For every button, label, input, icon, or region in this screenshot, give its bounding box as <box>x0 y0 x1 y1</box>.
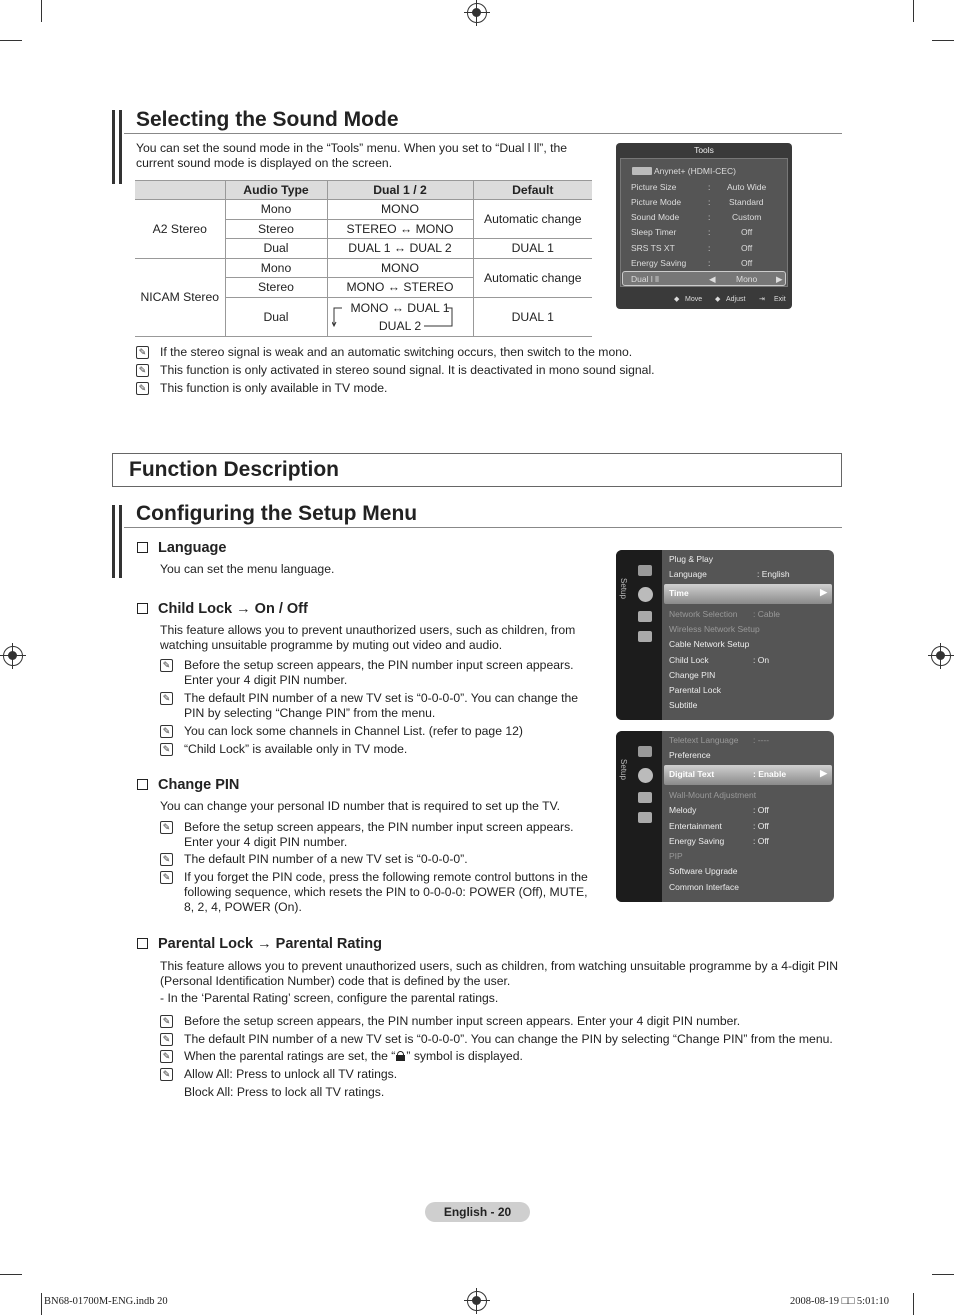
checkbox-icon <box>137 603 148 614</box>
setup-side-label: Setup <box>619 759 628 780</box>
setup-item[interactable]: Energy Saving : Off <box>669 836 769 846</box>
gear-icon <box>638 768 653 783</box>
adjust-icon: ◆ <box>715 296 721 303</box>
input-icon <box>638 631 652 642</box>
parental-dash-text: - In the ‘Parental Rating’ screen, configure the parental ratings. <box>160 991 499 1005</box>
section-bar <box>112 505 122 578</box>
table-cell: Automatic change <box>473 200 592 239</box>
note-icon: ✎ <box>160 725 173 738</box>
crop-mark <box>41 1293 42 1315</box>
note-icon: ✎ <box>160 1068 173 1081</box>
table-cell-dual <box>327 297 473 336</box>
setup-item[interactable]: PIP <box>669 851 683 861</box>
registration-mark-icon <box>3 646 23 666</box>
tools-row: Picture Size : Auto Wide <box>631 182 767 192</box>
sound-mode-table <box>135 180 592 337</box>
table-cell: Automatic change <box>473 258 592 297</box>
input-icon <box>638 812 652 823</box>
note-text: Before the setup screen appears, the PIN number input screen appears. Enter your 4 digit PIN number. <box>184 820 574 849</box>
picture-icon <box>638 746 652 757</box>
note-icon: ✎ <box>160 743 173 756</box>
sound-intro: You can set the sound mode in the “Tools” menu. When you set to “Dual l ll”, the current sound mode is displayed on the screen. <box>136 141 568 170</box>
note-text: “Child Lock” is available only in TV mode. <box>184 742 408 756</box>
note-icon: ✎ <box>160 692 173 705</box>
table-cell: Dual <box>225 239 327 259</box>
change-pin-text: You can change your personal ID number that is required to set up the TV. <box>160 799 560 813</box>
antenna-icon <box>638 792 652 803</box>
crop-mark <box>932 1274 954 1275</box>
tools-row-value: Custom <box>732 212 762 222</box>
tools-row-label: Energy Saving <box>631 258 687 268</box>
note-icon: ✎ <box>160 871 173 884</box>
note-text: ” symbol is displayed. <box>406 1049 523 1063</box>
crop-mark <box>932 40 954 41</box>
tools-menu-title: Tools <box>694 145 714 155</box>
function-title: Function Description <box>129 458 339 481</box>
note <box>136 381 836 396</box>
note <box>160 870 592 915</box>
note-text: The default PIN number of a new TV set is “0-0-0-0”. <box>184 852 468 866</box>
setup-item[interactable]: Common Interface <box>669 882 739 892</box>
setup-item[interactable]: Entertainment : Off <box>669 821 769 831</box>
setup-menu-screenshot-1 <box>616 550 834 720</box>
note <box>160 691 590 721</box>
tools-footer-exit: Exit <box>774 296 786 303</box>
sound-section-title: Selecting the Sound Mode <box>136 108 399 131</box>
tools-footer-move: Move <box>685 296 703 303</box>
right-arrow-icon: ▶ <box>820 768 827 778</box>
note-text: If you forget the PIN code, press the following remote control buttons in the following sequence, which resets the PIN to 0-0-0-0: POWER (Off), MUTE, 8, 2, 4, POWER (On). <box>184 870 588 914</box>
tools-row-label: Sleep Timer <box>631 227 677 237</box>
note <box>160 852 590 867</box>
tools-row: Sound Mode : Custom <box>631 212 762 222</box>
table-cell: Mono <box>225 258 327 278</box>
tools-row-label: Picture Size <box>631 182 677 192</box>
note <box>160 1049 844 1064</box>
setup-item[interactable]: Preference <box>669 750 711 760</box>
tools-footer-adjust: Adjust <box>726 296 746 303</box>
left-arrow-icon: ◀ <box>709 274 716 284</box>
dual-line-2: DUAL 2 <box>378 318 422 333</box>
crop-mark <box>0 40 22 41</box>
note-icon: ✎ <box>160 1033 173 1046</box>
setup-item[interactable]: Wireless Network Setup <box>669 624 760 634</box>
table-cell: Mono <box>225 200 327 220</box>
right-arrow-icon: ▶ <box>820 587 827 597</box>
note-text: This function is only available in TV mode. <box>160 381 388 395</box>
child-lock-text: This feature allows you to prevent unauthorized users, such as children, from watching unsuitable programme by muting out video and audio. <box>160 623 576 652</box>
table-cell: MONO <box>327 200 473 220</box>
print-stamp: 2008-08-19 □□ 5:01:10 <box>790 1296 890 1307</box>
note <box>160 1014 844 1029</box>
setup-item[interactable]: Wall-Mount Adjustment <box>669 790 757 800</box>
note-text: Before the setup screen appears, the PIN number input screen appears. Enter your 4 digit PIN number. <box>184 658 574 687</box>
note-text: Before the setup screen appears, the PIN number input screen appears. Enter your 4 digit PIN number. <box>184 1014 741 1028</box>
tools-row-value: Standard <box>729 197 764 207</box>
antenna-icon <box>638 611 652 622</box>
note-icon: ✎ <box>160 1050 173 1063</box>
tools-selected-label: Dual l ll <box>631 274 659 284</box>
note-icon: ✎ <box>160 659 173 672</box>
dual-line-1: MONO ↔ DUAL 1 <box>350 300 450 315</box>
crop-mark <box>913 0 914 22</box>
anynet-logo-icon <box>632 167 652 175</box>
crop-mark <box>0 1274 22 1275</box>
parental-lock-heading: Parental Lock → Parental Rating <box>137 936 382 952</box>
tools-row-value: Off <box>741 243 753 253</box>
note-icon: ✎ <box>136 382 149 395</box>
table-cell: DUAL 1 <box>473 239 592 259</box>
note <box>160 742 590 757</box>
tools-row: SRS TS XT : Off <box>631 243 753 253</box>
language-text: You can set the menu language. <box>160 562 335 576</box>
right-arrow-icon: ▶ <box>776 274 783 284</box>
note-text: The default PIN number of a new TV set is “0-0-0-0”. You can change the PIN by selecting “Change PIN” from the menu. <box>184 1032 833 1046</box>
table-cell: A2 Stereo <box>135 200 225 259</box>
crop-mark <box>41 0 42 22</box>
table-cell: Dual <box>225 297 327 336</box>
tools-row-value: Off <box>741 227 753 237</box>
note-text: This function is only activated in stereo sound signal. It is deactivated in mono sound signal. <box>160 363 655 377</box>
setup-item[interactable]: Subtitle <box>669 700 698 710</box>
child-lock-heading: Child Lock → On / Off <box>137 601 308 617</box>
setup-side-label: Setup <box>619 578 628 599</box>
change-pin-heading: Change PIN <box>137 777 239 793</box>
registration-mark-icon <box>931 646 951 666</box>
tools-row: Sleep Timer : Off <box>631 227 753 237</box>
table-cell: MONO <box>327 258 473 278</box>
table-header: Default <box>473 181 592 200</box>
note <box>160 724 590 739</box>
note-text: You can lock some channels in Channel List. (refer to page 12) <box>184 724 523 738</box>
checkbox-icon <box>137 938 148 949</box>
setup-item[interactable]: Cable Network Setup <box>669 639 750 649</box>
setup-item[interactable]: Change PIN <box>669 670 716 680</box>
section-bar <box>112 110 122 184</box>
setup-menu-screenshot-2 <box>616 731 834 902</box>
table-header: Audio Type <box>225 181 327 200</box>
note-text: If the stereo signal is weak and an automatic switching occurs, then switch to the mono. <box>160 345 633 359</box>
lock-icon <box>396 1051 405 1061</box>
note-icon: ✎ <box>136 346 149 359</box>
table-cell: MONO ↔ STEREO <box>327 278 473 298</box>
table-cell: DUAL 1 <box>473 297 592 336</box>
tools-row: Picture Mode : Standard <box>631 197 764 207</box>
tools-footer <box>616 293 792 307</box>
setup-highlight-digital-text[interactable]: Digital Text : Enable ▶ <box>664 765 832 785</box>
setup-item[interactable]: Software Upgrade <box>669 866 738 876</box>
setup-item[interactable]: Parental Lock <box>669 685 721 695</box>
file-name: BN68-01700M-ENG.indb 20 <box>44 1296 168 1307</box>
registration-mark-icon <box>467 3 487 23</box>
picture-icon <box>638 565 652 576</box>
table-cell: STEREO ↔ MONO <box>327 219 473 239</box>
checkbox-icon <box>137 779 148 790</box>
section-rule <box>124 527 842 528</box>
tools-row-value: Off <box>741 258 753 268</box>
tools-row-value: Auto Wide <box>727 182 767 192</box>
checkbox-icon <box>137 542 148 553</box>
page-number-badge: English - 20 <box>425 1202 530 1222</box>
table-cell: NICAM Stereo <box>135 258 225 336</box>
tools-row-label: Sound Mode <box>631 212 680 222</box>
table-header-blank <box>135 181 225 200</box>
note <box>160 1067 844 1082</box>
note-icon: ✎ <box>160 1015 173 1028</box>
tools-anynet-label: Anynet+ (HDMI-CEC) <box>654 166 736 176</box>
setup-item[interactable]: Plug & Play <box>669 554 713 564</box>
tools-menu-screenshot <box>616 143 792 309</box>
tools-selected-row[interactable] <box>622 271 786 286</box>
setup-item[interactable]: Teletext Language : ---- <box>669 735 770 745</box>
tools-anynet-row <box>616 164 792 178</box>
table-cell: DUAL 1 ↔ DUAL 2 <box>327 239 473 259</box>
table-cell: Stereo <box>225 219 327 239</box>
setup-section-title: Configuring the Setup Menu <box>136 502 418 525</box>
note <box>136 363 836 378</box>
setup-item[interactable]: Network Selection : Cable <box>669 609 780 619</box>
setup-item[interactable]: Melody : Off <box>669 805 769 815</box>
setup-highlight-time[interactable]: Time ▶ <box>664 584 832 604</box>
table-header: Dual 1 / 2 <box>327 181 473 200</box>
note-icon: ✎ <box>160 853 173 866</box>
loop-arrow-icon <box>332 302 470 332</box>
tools-row-label: Picture Mode <box>631 197 682 207</box>
tools-selected-value: Mono <box>736 274 758 284</box>
crop-mark <box>913 1293 914 1315</box>
note-text: When the parental ratings are set, the “ <box>184 1049 396 1063</box>
tools-row-label: SRS TS XT <box>631 243 675 253</box>
language-heading: Language <box>137 540 226 556</box>
note <box>136 345 836 360</box>
parental-text: This feature allows you to prevent unauthorized users, such as children, from watching unsuitable programme by a 4-digit PIN (Personal Identification Number) code that is defined by the user. <box>160 959 839 988</box>
block-all-text: Block All: Press to lock all TV ratings. <box>184 1085 385 1099</box>
note <box>160 658 590 688</box>
note-icon: ✎ <box>160 821 173 834</box>
gear-icon <box>638 587 653 602</box>
exit-icon: ⇥ <box>759 296 765 303</box>
setup-item[interactable]: Child Lock : On <box>669 655 770 665</box>
note-text: Allow All: Press to unlock all TV ratings. <box>184 1067 398 1081</box>
move-icon: ◆ <box>674 296 680 303</box>
note-text: The default PIN number of a new TV set is “0-0-0-0”. You can change the PIN by selecting “Change PIN” from the menu. <box>184 691 579 720</box>
setup-item[interactable]: Language : English <box>669 569 790 579</box>
table-cell: Stereo <box>225 278 327 298</box>
tools-row: Energy Saving : Off <box>631 258 753 268</box>
note <box>160 1032 844 1047</box>
registration-mark-icon <box>467 1291 487 1311</box>
note-icon: ✎ <box>136 364 149 377</box>
section-rule <box>124 133 842 134</box>
note <box>160 820 590 850</box>
